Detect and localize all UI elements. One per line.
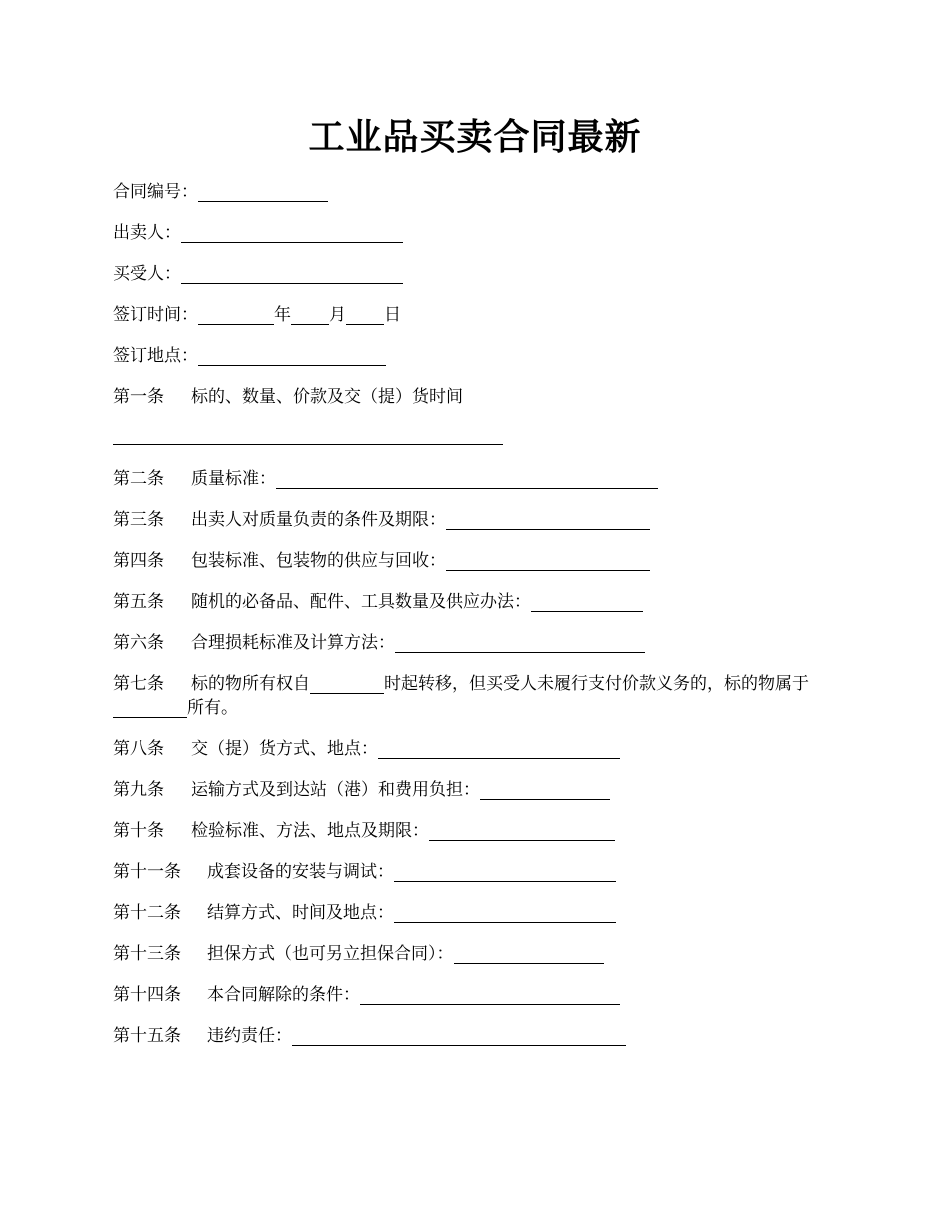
- sign-time-line: [113, 301, 843, 342]
- article-8-blank[interactable]: [378, 738, 620, 759]
- article-6-blank[interactable]: [395, 632, 645, 653]
- seller-line: [113, 219, 843, 260]
- page-title: 工业品买卖合同最新: [308, 116, 642, 158]
- article-number: 第十一条: [113, 862, 181, 882]
- article-text: 质量标准：: [191, 469, 276, 489]
- day-blank[interactable]: [346, 304, 384, 325]
- article-3: [113, 506, 843, 547]
- article-1-blank[interactable]: [113, 424, 503, 445]
- article-13-blank[interactable]: [454, 943, 604, 964]
- article-10-blank[interactable]: [429, 820, 615, 841]
- article-text: 成套设备的安装与调试：: [207, 862, 394, 882]
- year-blank[interactable]: [198, 304, 274, 325]
- article-2-blank[interactable]: [276, 468, 658, 489]
- article-9: [113, 776, 843, 817]
- article-number: 第二条: [113, 469, 164, 489]
- seller-blank[interactable]: [181, 222, 403, 243]
- article-6: [113, 629, 843, 670]
- article-number: 第十二条: [113, 903, 181, 923]
- contract-number-label: 合同编号：: [113, 182, 198, 202]
- article-7-blank-b[interactable]: [113, 697, 187, 718]
- article-14-blank[interactable]: [360, 984, 620, 1005]
- article-number: 第七条: [113, 674, 164, 694]
- article-number: 第四条: [113, 551, 164, 571]
- buyer-line: [113, 260, 843, 301]
- article-text: 包装标准、包装物的供应与回收：: [191, 551, 446, 571]
- article-14: [113, 981, 843, 1022]
- article-text-c: 所有。: [187, 698, 238, 718]
- article-5: [113, 588, 843, 629]
- article-text: 运输方式及到达站（港）和费用负担：: [191, 780, 480, 800]
- article-text: 交（提）货方式、地点：: [191, 739, 378, 759]
- buyer-blank[interactable]: [181, 263, 403, 284]
- article-5-blank[interactable]: [531, 591, 643, 612]
- sign-place-line: [113, 342, 843, 383]
- article-text: 出卖人对质量负责的条件及期限：: [191, 510, 446, 530]
- article-text-b: 时起转移，但买受人未履行支付价款义务的，标的物属于: [384, 674, 809, 694]
- article-number: 第九条: [113, 780, 164, 800]
- article-number: 第十五条: [113, 1026, 181, 1046]
- buyer-label: 买受人：: [113, 264, 181, 284]
- article-text: 合理损耗标准及计算方法：: [191, 633, 395, 653]
- month-blank[interactable]: [291, 304, 329, 325]
- article-text: 结算方式、时间及地点：: [207, 903, 394, 923]
- article-7: [113, 672, 843, 720]
- article-2: [113, 465, 843, 506]
- article-1: [113, 383, 843, 424]
- article-12-blank[interactable]: [394, 902, 616, 923]
- article-text: 随机的必备品、配件、工具数量及供应办法：: [191, 592, 531, 612]
- article-1-blank-line: [113, 424, 843, 465]
- article-text: 本合同解除的条件：: [207, 985, 360, 1005]
- article-number: 第十三条: [113, 944, 181, 964]
- article-number: 第十条: [113, 821, 164, 841]
- article-10: [113, 817, 843, 858]
- article-15-blank[interactable]: [292, 1025, 626, 1046]
- contract-number-line: [113, 178, 843, 219]
- article-number: 第五条: [113, 592, 164, 612]
- article-11: [113, 858, 843, 899]
- day-label: 日: [384, 305, 401, 325]
- article-number: 第六条: [113, 633, 164, 653]
- article-4: [113, 547, 843, 588]
- article-13: [113, 940, 843, 981]
- sign-place-label: 签订地点：: [113, 346, 198, 366]
- article-number: 第十四条: [113, 985, 181, 1005]
- article-12: [113, 899, 843, 940]
- year-label: 年: [274, 305, 291, 325]
- article-3-blank[interactable]: [446, 509, 650, 530]
- contract-body: [113, 178, 843, 1063]
- article-7-blank-a[interactable]: [310, 673, 384, 694]
- article-text: 担保方式（也可另立担保合同）：: [207, 944, 454, 964]
- sign-place-blank[interactable]: [198, 345, 386, 366]
- article-9-blank[interactable]: [480, 779, 610, 800]
- article-number: 第八条: [113, 739, 164, 759]
- article-number: 第三条: [113, 510, 164, 530]
- seller-label: 出卖人：: [113, 223, 181, 243]
- month-label: 月: [329, 305, 346, 325]
- article-text: 检验标准、方法、地点及期限：: [191, 821, 429, 841]
- article-11-blank[interactable]: [394, 861, 616, 882]
- article-text: 标的、数量、价款及交（提）货时间: [191, 387, 463, 407]
- contract-number-blank[interactable]: [198, 181, 328, 202]
- sign-time-label: 签订时间：: [113, 305, 198, 325]
- article-15: [113, 1022, 843, 1063]
- article-number: 第一条: [113, 387, 164, 407]
- article-8: [113, 735, 843, 776]
- article-text: 违约责任：: [207, 1026, 292, 1046]
- article-4-blank[interactable]: [446, 550, 650, 571]
- article-text-a: 标的物所有权自: [191, 674, 310, 694]
